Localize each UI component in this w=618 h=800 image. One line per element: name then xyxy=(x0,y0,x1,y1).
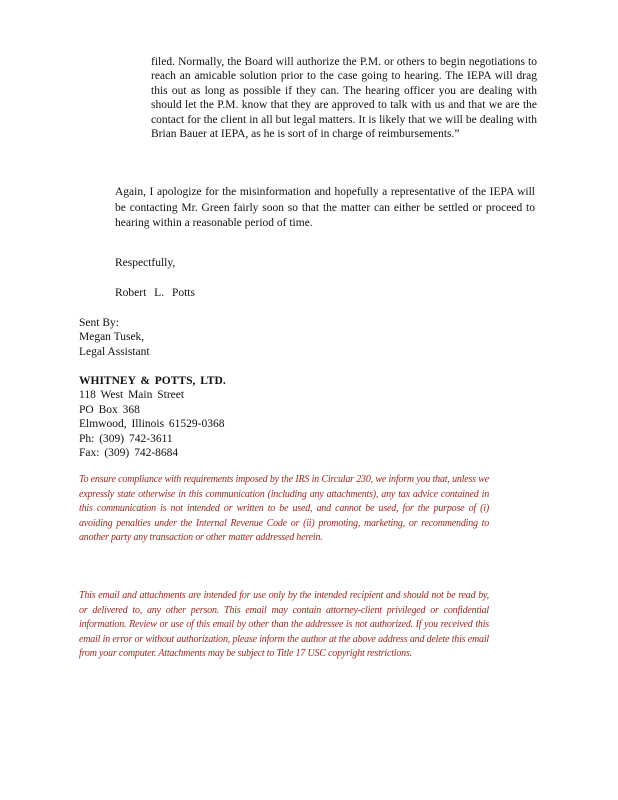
confidentiality-disclaimer: This email and attachments are intended for use only by the intended recipient and should not be read by, or delivered to, any other person. This email may contain attorney-client privileged or confidential information. Review or use of this email by other than the addressee is not authorized. If you received this email in error or without authorization, please inform the author at the above address and delete this email from your computer. Attachments may be subject to Title 17 USC copyright restrictions. xyxy=(79,590,489,660)
irs-circular-230-disclaimer: To ensure compliance with requirements imposed by the IRS in Circular 230, we inform you that, unless we expressly state otherwise in this communication (including any attachments), any tax advice contained in this communication is not intended or written to be used, and cannot be used, for the purpose of (i) avoiding penalties under the Internal Revenue Code or (ii) promoting, marketing, or recommending to another party any transaction or other matter addressed herein. xyxy=(79,474,489,544)
apology-paragraph: Again, I apologize for the misinformation and hopefully a representative of the IEPA will be contacting Mr. Green fairly soon so that the matter can either be settled or proceed to hearing within a reasonable period of time. xyxy=(115,186,535,229)
quoted-email-paragraph: filed. Normally, the Board will authorize the P.M. or others to begin negotiations to reach an amicable solution prior to the case going to hearing. The IEPA will drag this out as long as possible if they can. The hearing officer you are dealing with should let the P.M. know that they are approved to talk with us and that we are the contact for the client in all but legal matters. It is likely that we will be dealing with Brian Bauer at IEPA, as he is sort of in charge of reimbursements.” xyxy=(151,56,537,141)
firm-city: Elmwood, Illinois 61529-0368 xyxy=(79,418,225,431)
sent-by-block xyxy=(79,316,279,359)
firm-fax: Fax: (309) 742-8684 xyxy=(79,447,179,460)
assistant-name: Megan Tusek, xyxy=(79,331,145,344)
firm-po-box: PO Box 368 xyxy=(79,403,140,416)
firm-street: 118 West Main Street xyxy=(79,389,185,402)
signer-name: Robert L. Potts xyxy=(115,287,195,299)
firm-name: WHITNEY & POTTS, LTD. xyxy=(79,375,226,387)
sent-by-label: Sent By: xyxy=(79,317,119,329)
closing-salutation: Respectfully, xyxy=(115,257,176,269)
assistant-title: Legal Assistant xyxy=(79,345,150,358)
firm-phone: Ph: (309) 742-3611 xyxy=(79,432,173,445)
firm-signature-block xyxy=(79,374,339,460)
